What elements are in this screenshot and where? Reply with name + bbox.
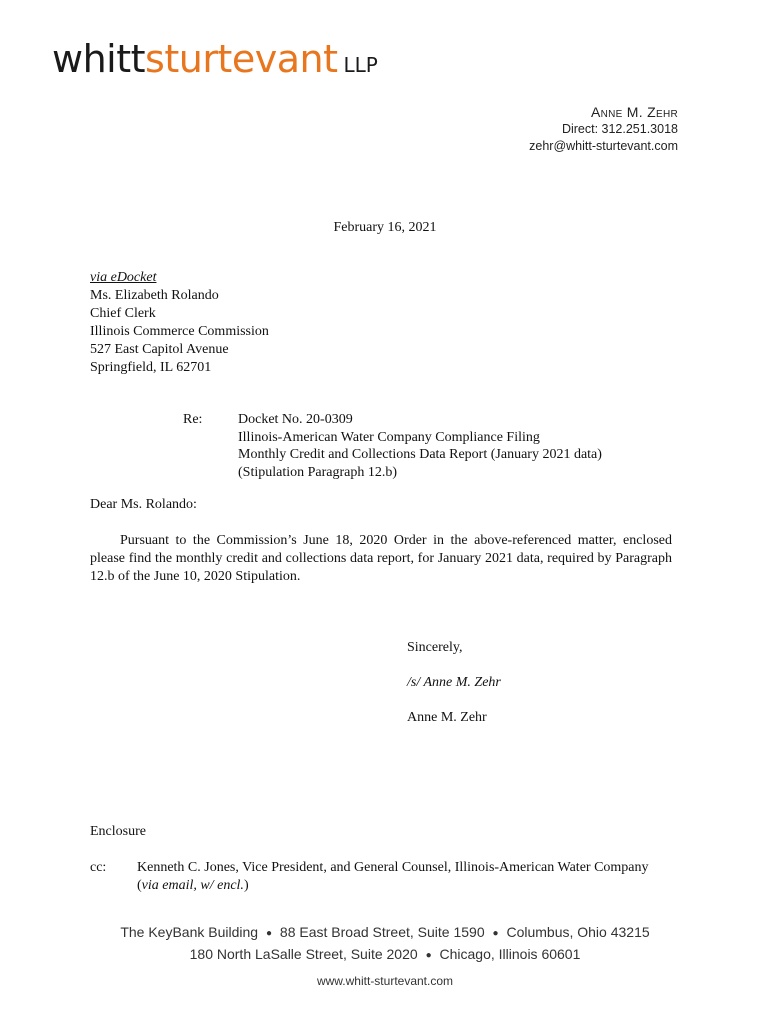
recipient-line: Springfield, IL 62701 (90, 360, 212, 375)
logo-whitt: whitt (52, 37, 146, 81)
closing-block (407, 639, 501, 727)
footer (0, 922, 770, 988)
firm-logo (52, 37, 378, 81)
author-block (529, 104, 678, 155)
recipient-line: Chief Clerk (90, 306, 156, 321)
footer-line-2 (0, 944, 770, 966)
recipient-line: Ms. Elizabeth Rolando (90, 288, 219, 303)
logo-llp: LLP (343, 53, 378, 77)
electronic-signature: /s/ Anne M. Zehr (407, 675, 501, 690)
re-line: Illinois-American Water Company Compliance Filing (238, 429, 540, 445)
footer-part: 180 North LaSalle Street, Suite 2020 (189, 946, 418, 962)
re-label: Re: (183, 412, 203, 427)
footer-line-1 (0, 922, 770, 944)
recipient-line: 527 East Capitol Avenue (90, 342, 229, 357)
re-line: (Stipulation Paragraph 12.b) (238, 464, 398, 480)
cc-recipient (137, 859, 657, 895)
re-line: Docket No. 20-0309 (238, 412, 353, 427)
footer-website: www.whitt-sturtevant.com (316, 974, 454, 988)
recipient-address (90, 269, 269, 377)
re-subject (238, 411, 602, 481)
bullet-icon: ● (265, 928, 273, 939)
cc-label: cc: (90, 860, 107, 875)
cc-text-end: ) (243, 878, 249, 893)
cc-text-main: Kenneth C. Jones, Vice President, and General Counsel, Illinois-American Water Company ( (137, 860, 649, 893)
bullet-icon: ● (492, 928, 499, 939)
author-direct: Direct: 312.251.3018 (561, 122, 678, 136)
footer-part: Columbus, Ohio 43215 (506, 924, 650, 940)
author-email: zehr@whitt-sturtevant.com (529, 139, 678, 153)
letter-date: February 16, 2021 (333, 220, 437, 235)
footer-part: The KeyBank Building (120, 924, 259, 940)
signatory-name: Anne M. Zehr (407, 710, 487, 725)
body-paragraph: Pursuant to the Commission’s June 18, 2020 Order in the above-referenced matter, enclosed please find the monthly credit and collections data report, for January 2021 data, required by Paragraph 12.b of the June 10, 2020 Stipulation. (90, 533, 672, 584)
footer-part: Chicago, Illinois 60601 (439, 946, 581, 962)
cc-text-italic: via email, w/ encl. (141, 878, 244, 893)
author-name: Anne M. Zehr (590, 104, 678, 120)
footer-part: 88 East Broad Street, Suite 1590 (279, 924, 485, 940)
enclosure-note: Enclosure (90, 824, 146, 839)
delivery-method: via eDocket (90, 270, 157, 285)
logo-sturtevant: sturtevant (145, 37, 338, 81)
bullet-icon: ● (425, 950, 432, 961)
salutation: Dear Ms. Rolando: (90, 497, 197, 512)
recipient-line: Illinois Commerce Commission (90, 324, 269, 339)
valediction: Sincerely, (407, 640, 463, 655)
re-line: Monthly Credit and Collections Data Report (January 2021 data) (238, 447, 602, 462)
